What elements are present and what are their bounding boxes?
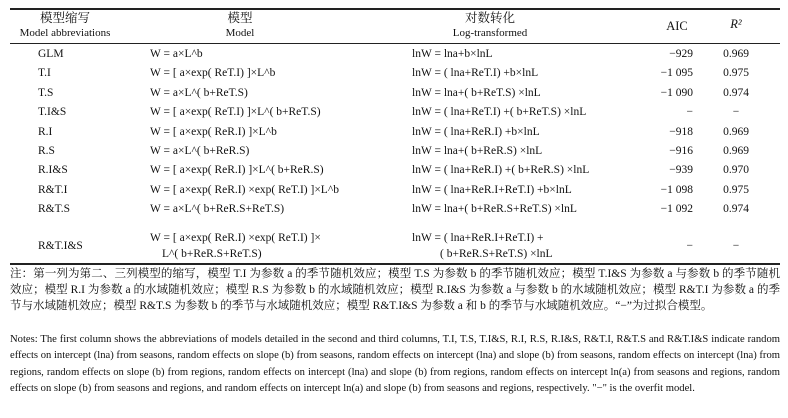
header-abbr-en: Model abbreviations [19,27,111,39]
cell-r2: − [732,106,740,119]
cell-aic: −1 092 [660,203,693,216]
cell-abbr: T.I&S [38,106,67,119]
cell-log: lnW = ( lna+ReR.I+ReT.I) +b×lnL [412,183,572,196]
cell-log: lnW = lna+b×lnL [412,48,493,60]
header-r2: R² [730,17,742,31]
cell-r2: 0.969 [723,48,749,60]
cell-abbr: GLM [38,48,64,60]
cell-r2: − [732,240,740,252]
header-log-cn: 对数转化 [464,11,515,25]
cell-abbr: T.I [38,67,51,80]
cell-aic: − [686,240,693,252]
header-log-en: Log-transformed [452,27,528,39]
cell-model: W = a×L^( b+ReR.S+ReT.S) [150,203,285,216]
cell-log: lnW = lna+( b+ReT.S) ×lnL [412,86,541,99]
cell-log: lnW = ( lna+ReR.I) +b×lnL [412,125,540,138]
cell-model: W = [ a×exp( ReT.I) ]×L^b [150,67,276,80]
cell-r2: 0.974 [723,86,749,99]
cell-model: W = [ a×exp( ReR.I) ]×L^( b+ReR.S) [150,164,324,177]
cell-r2: 0.975 [723,67,749,80]
cell-model: W = [ a×exp( ReR.I) ×exp( ReT.I) ]×L^b [150,183,339,196]
cell-aic: −1 098 [660,183,693,196]
header-model-en: Model [225,27,255,39]
cell-log: lnW = lna+( b+ReR.S+ReT.S) ×lnL [412,203,577,216]
cell-aic: −929 [669,48,693,60]
cell-model-line1: W = [ a×exp( ReR.I) ×exp( ReT.I) ]× [150,232,321,244]
cell-model: W = a×L^( b+ReR.S) [150,145,250,157]
cell-abbr: R.I&S [38,164,68,177]
cell-log: lnW = ( lna+ReT.I) +( b+ReT.S) ×lnL [412,106,587,119]
cell-r2: 0.969 [723,145,749,157]
cell-aic: −1 090 [660,86,693,99]
cell-abbr: R.S [38,145,55,157]
cell-aic: −916 [669,145,693,157]
cell-abbr: R&T.I&S [38,240,83,252]
cell-model: W = [ a×exp( ReT.I) ]×L^( b+ReT.S) [150,106,321,119]
cell-abbr: T.S [38,86,54,99]
notes-en: Notes: The first column shows the abbreviations of models detailed in the second and third columns, T.I, T.S, T.I&S, R.I, R.S, R.I&S, R&T.I, R&T.S and R&T.I&S indicate random effects on intercept (lna) from seasons, random effects on slope (b) from seasons, random effects on intercept (lna) and slope (b) from seasons, random effects on intercept (lna) from regions, random effects on slope (b) from regions, random effects on intercept (lna) and slope (b) from regions, random effects on intercept ln(a) from seasons and regions, random effects on slope (b) from seasons and regions, and random effects on intercept ln(a) and slope (b) from seasons and regions, respectively. "−" is the overfit model. [10,334,780,395]
cell-aic: −1 095 [660,67,693,80]
cell-log-line2: ( b+ReR.S+ReT.S) ×lnL [440,248,553,260]
bottom-rule [10,263,780,265]
header-aic: AIC [666,19,688,33]
cell-log: lnW = lna+( b+ReR.S) ×lnL [412,145,543,157]
cell-model: W = [ a×exp( ReR.I) ]×L^b [150,125,277,138]
cell-log: lnW = ( lna+ReR.I) +( b+ReR.S) ×lnL [412,164,590,177]
cell-r2: 0.969 [723,125,749,138]
cell-aic: − [686,106,693,119]
notes-cn: 注：第一列为第二、三列模型的缩写，模型 T.I 为参数 a 的季节随机效应；模型 T.S 为参数 b 的季节随机效应；模型 T.I&S 为参数 a 与参数 b 的季节随机效应；模型 R.I 为参数 a 的水域随机效应；模型 R.S 为参数 b 的水域随机效应；模型 R.I&S 为参数 a 与参数 b 的水域随机效应；模型 R&T.I 为参数 a 的季节与水域随机效应；模型 R&T.S 为参数 b 的季节与水域随机效应；模型 R&T.I&S 为参数 a 和 b 的季节与水域随机效应。“−”为过拟合模型。 [10,268,780,312]
header-rule [10,43,780,44]
cell-abbr: R.I [38,125,53,138]
cell-aic: −939 [669,164,693,177]
cell-model: W = a×L^( b+ReT.S) [150,86,248,99]
cell-abbr: R&T.I [38,183,68,196]
cell-r2: 0.974 [723,203,749,216]
cell-model: W = a×L^b [150,48,203,60]
cell-log-line1: lnW = ( lna+ReR.I+ReT.I) + [412,232,544,244]
header-model [150,11,330,41]
cell-log: lnW = ( lna+ReT.I) +b×lnL [412,67,539,80]
cell-r2: 0.970 [723,164,749,177]
cell-model-line2: L^( b+ReR.S+ReT.S) [162,248,262,260]
header-log [420,11,560,41]
cell-abbr: R&T.S [38,203,71,216]
top-rule [10,8,780,10]
header-abbr [10,11,120,41]
header-model-cn: 模型 [227,11,253,25]
cell-r2: 0.975 [723,183,749,196]
header-abbr-cn: 模型缩写 [39,11,90,25]
cell-aic: −918 [669,125,693,138]
